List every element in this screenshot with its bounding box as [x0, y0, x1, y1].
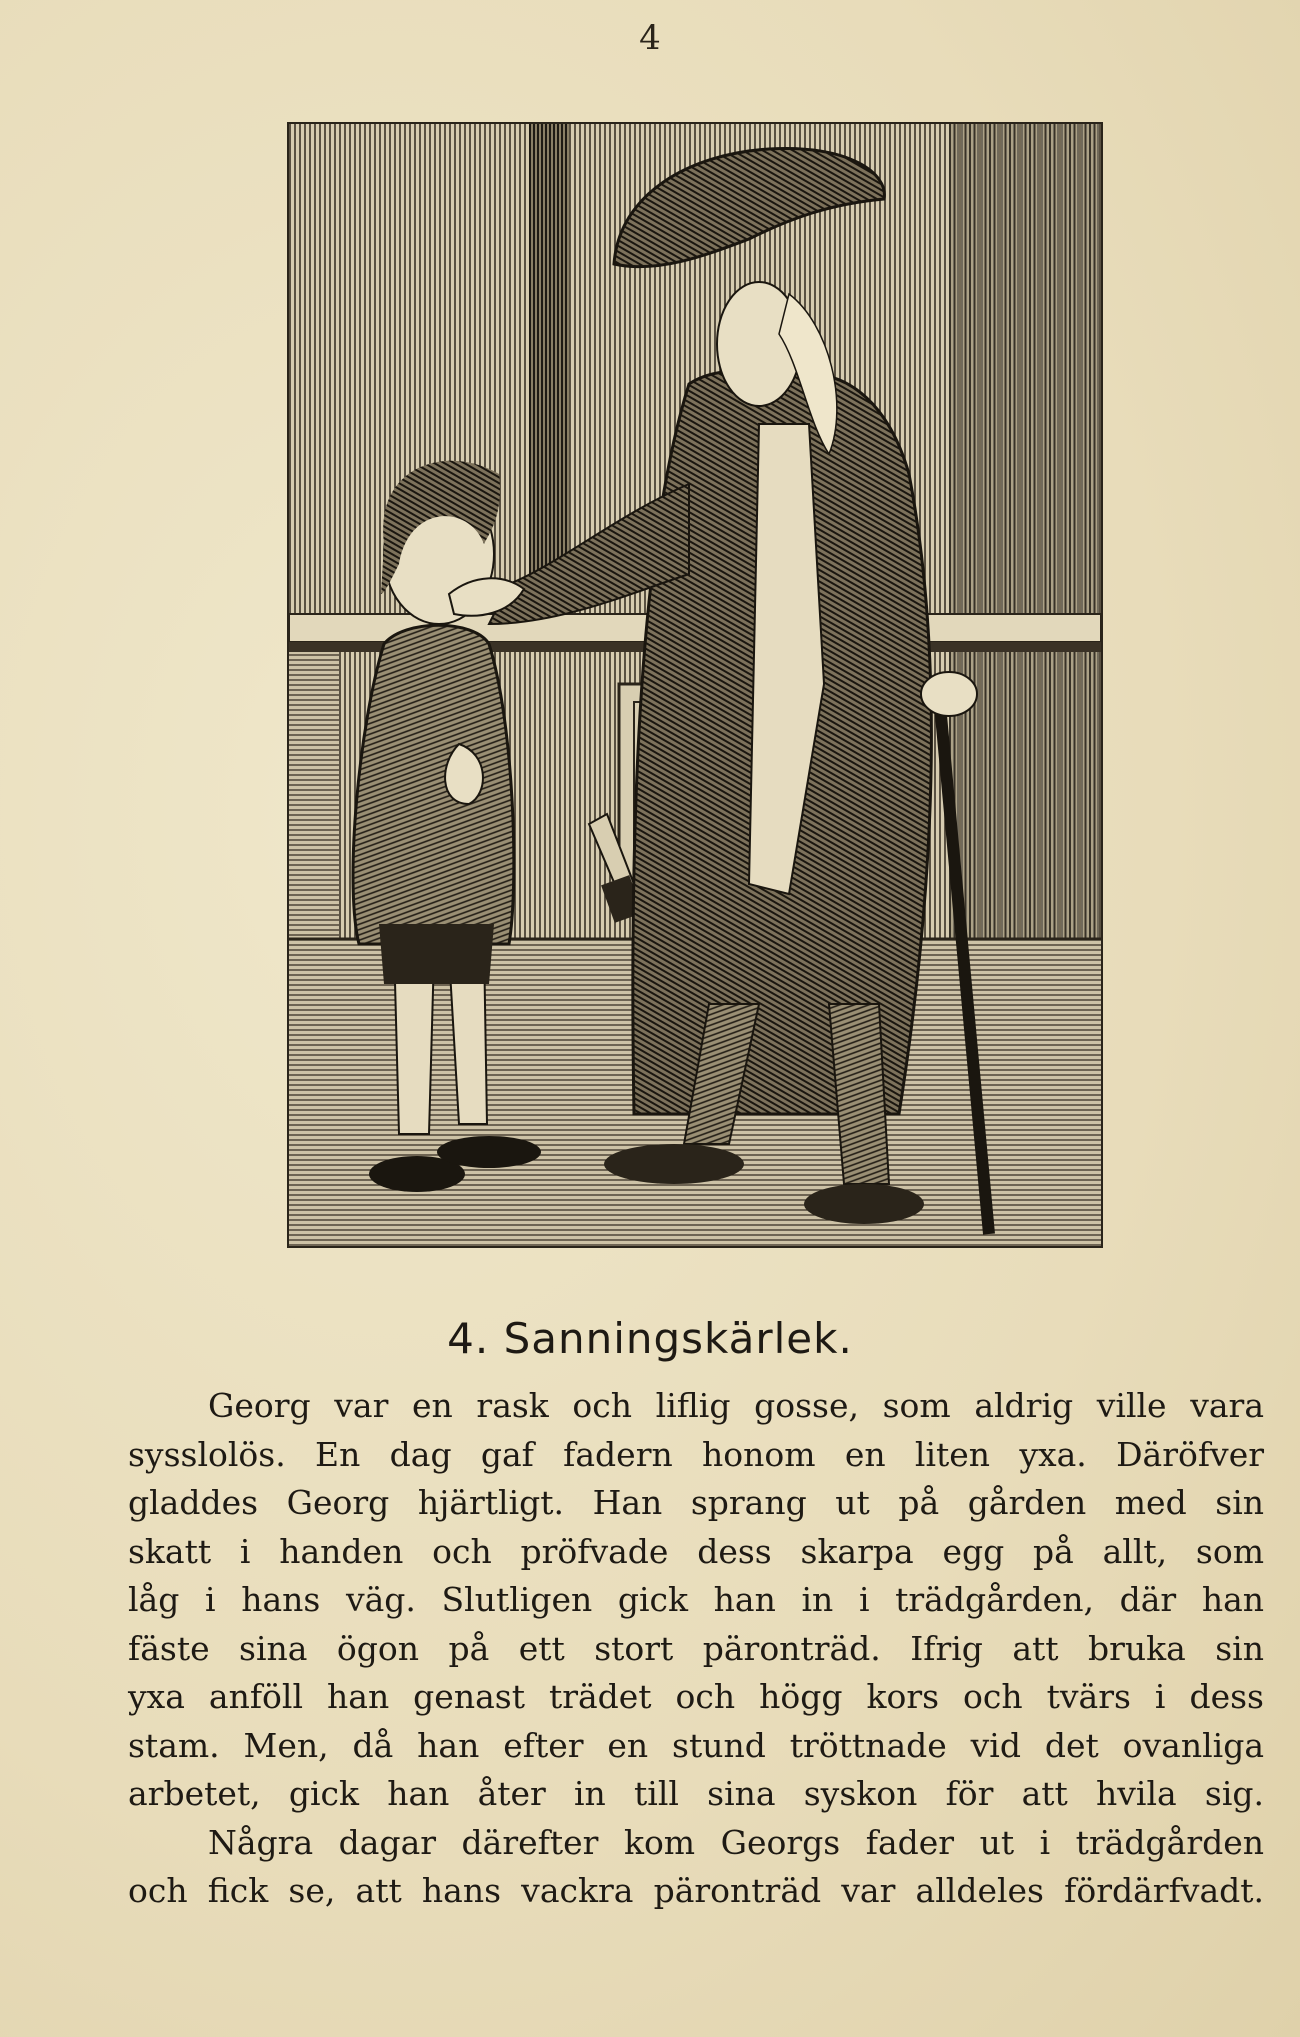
body-text — [128, 1382, 1264, 1916]
text-line: låg i hans väg. Slutligen gick han in i trädgården, där han — [128, 1580, 1264, 1619]
engraving-art — [289, 124, 1101, 1246]
text-line: Några dagar därefter kom Georgs fader ut i trädgården — [208, 1822, 1264, 1862]
chapter-title: 4. Sanningskärlek. — [447, 1314, 853, 1363]
text-line: skatt i handen och pröfvade dess skarpa egg på allt, som — [128, 1531, 1264, 1571]
engraving-illustration — [287, 122, 1103, 1248]
text-line: fäste sina ögon på ett stort päronträd. Ifrig att bruka sin — [128, 1628, 1264, 1668]
text-line: sysslolös. En dag gaf fadern honom en liten yxa. Däröfver — [128, 1434, 1264, 1474]
text-line: och fick se, att hans vackra päronträd var alldeles fördärfvadt. — [128, 1871, 1264, 1910]
text-line: yxa anföll han genast trädet och högg kors och tvärs i dess — [128, 1677, 1264, 1716]
text-line: arbetet, gick han åter in till sina syskon för att hvila sig. — [128, 1774, 1264, 1813]
text-line: gladdes Georg hjärtligt. Han sprang ut på gården med sin — [128, 1483, 1264, 1522]
text-line: stam. Men, då han efter en stund tröttnade vid det ovanliga — [128, 1725, 1264, 1765]
page-number: 4 — [639, 18, 661, 58]
text-line: Georg var en rask och liflig gosse, som aldrig ville vara — [208, 1386, 1264, 1425]
